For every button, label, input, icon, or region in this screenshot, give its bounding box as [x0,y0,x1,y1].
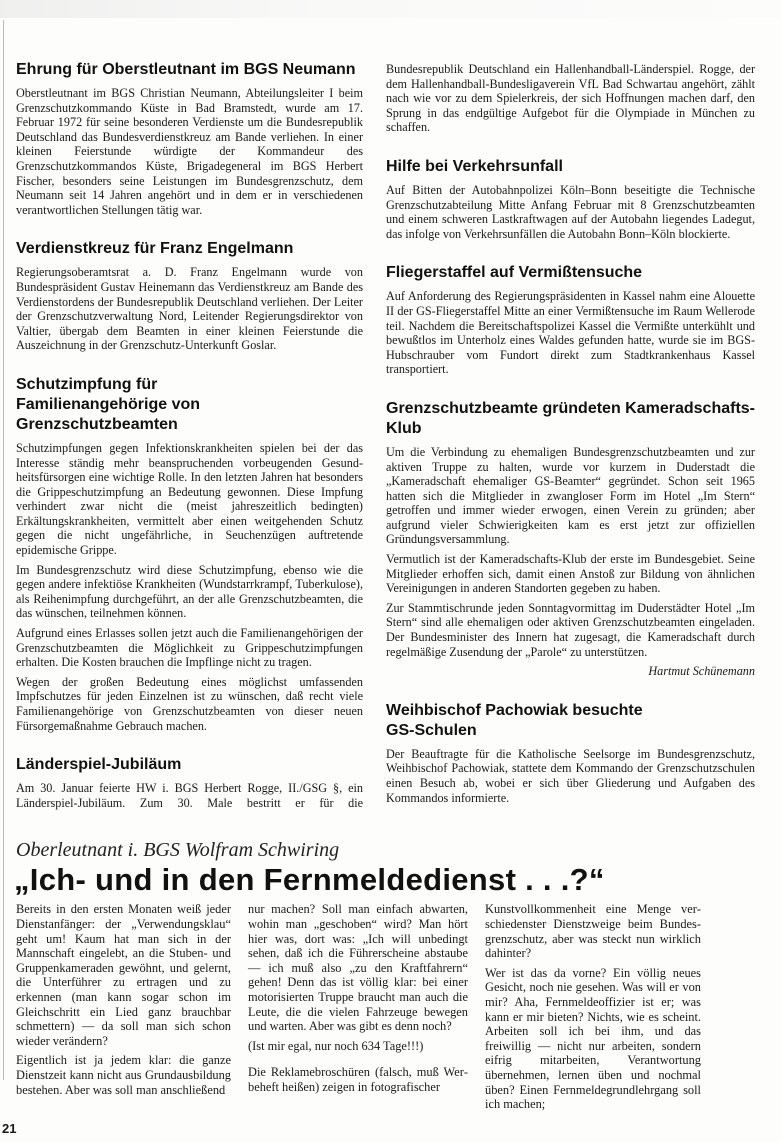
article-paragraph: Aufgrund eines Erlasses sollen jetzt auch die Familienangehörigen der Grenzschutzbeamten die Möglichkeit zu Grippeschutzimpfungen erhalten. Die Kosten brauchen die Impflinge nicht zu tragen. [16,626,363,670]
feature-byline: Oberleutnant i. BGS Wolfram Schwiring [16,839,340,862]
scan-edge-line [3,20,4,1080]
scan-noise [0,0,781,18]
article-title: Grenzschutzbeamte gründeten Kameradschafts-Klub [386,399,755,437]
article-paragraph: Um die Verbindung zu ehemaligen Bundesgrenzschutzbeamten und zur aktiven Truppe zu halten, wurde vor kurzem in Duderstadt die „Kameradschaft ehemaliger GS-Beamter“ gegründet. Schon seit 1965 hatten sich die Mitglieder in zwangloser Form im Hotel „Im Stern“ getroffen und immer wieder erwogen, einen Verein zu gründen; aber aufgrund vieler Schwierigkeiten kam es erst jetzt zur offiziellen Gründungsversammlung. [386,444,755,547]
article-paragraph: Kunstvollkommenheit eine Menge verschiedenster Dienstzweige beim Bundesgrenzschutz, aber was steckt nun wirklich dahinter? [485,902,701,961]
article-fliegerstaffel [386,263,755,377]
article-paragraph: Bereits in den ersten Monaten weiß jeder Dienstanfänger: der „Verwendungsklau“ geht um! Kaum hat man sich in der Mannschaft eingelebt, an die Stuben- und Gruppenkameraden gewöhnt, und gelernt, die Unterführer zu ertragen und zu erkennen (man kann sogar schon im Gleichschritt ein Lied ganz brauchbar schmettern) — da soll man sich schon wieder verändern? [16,902,231,1048]
feature-column-3 [485,902,701,1116]
feature-article [0,832,781,1116]
article-title: Hilfe bei Verkehrsunfall [386,157,563,175]
feature-headline: „Ich- und in den Fernmeldedienst . . .?“ [14,862,605,898]
right-column [386,60,755,827]
article-paragraph: Im Bundesgrenzschutz wird diese Schutzimpfung, ebenso wie die gegen andere infektiöse Krankheiten (Wundstarrkrampf, Tuberkulose), als Reihenimpfung durchgeführt, an der alle Grenzschutzbeamten, die das wünschen, teilnehmen können. [16,562,363,621]
author-name: Hartmut Schünemann [648,664,755,679]
article-paragraph: Regierungsoberamtsrat a. D. Franz Engelmann wurde von Bundespräsident Gustav Heinemann das Verdienstkreuz am Bande des Verdienstordens der Bundesrepublik Deutschland verliehen. Der Leiter der Grenzschutzverwaltung Nord, Leitender Regierungsdirektor von Valtier, übergab dem Beamten in einer kleinen Feierstunde die Auszeichnung in der Grenzschutz-Unterkunft Goslar. [16,265,363,353]
article-weihbischof [386,701,755,805]
article-paragraph: Zur Stammtischrunde jeden Sonntagvormittag im Duderstädter Hotel „Im Stern“ sind alle ehemaligen oder aktiven Grenzschutzbeamten eingeladen. Der Bundesminister des Innern hat zugesagt, die Kameradschaft durch regelmäßige Zusendung der „Parole“ zu unterstützen. [386,600,755,659]
feature-columns [16,902,781,1116]
article-laenderspiel-continued [386,62,755,135]
article-kameradschafts-klub [386,399,755,679]
article-paragraph: Wer ist das da vorne? Ein völlig neues Gesicht, noch nie gesehen. Was will er von mir? Aha, Fernmeldeoffizier ist er; was kann er mir bieten? Nichts, wie es scheint. Arbeiten soll ich bei ihm, und das freiwillig — nicht nur arbeiten, sondern eifrig mitarbeiten, Verantwortung übernehmen, lernen üben und nochmal üben? Einen Fernmeldegrundlehrgang soll ich machen; [485,965,701,1112]
article-title: Länderspiel-Jubiläum [16,756,182,774]
feature-column-1 [16,902,231,1102]
article-title: Ehrung für Oberstleutnant im BGS Neumann [16,61,356,78]
article-paragraph: Auf Anforderung des Regierungspräsidenten in Kassel nahm eine Alouette II der GS-Fliegerstaffel Mitte an einer Vermißtensuche im Raum Wellerode teil. Nachdem die Bereitschaftspolizei Kassel die Vermißte unterkühlt und bewußtlos im Unterholz eines Waldes gefunden hatte, wurde sie im BGS-Hubschrauber vom Fundort direkt zum Stadtkrankenhaus Kassel transportiert. [386,289,755,377]
article-ehrung [16,60,363,217]
left-column [16,60,363,832]
article-paragraph: Oberstleutnant im BGS Christian Neumann, Abteilungsleiter I beim Grenzschutzkommando Küste in Bad Bramstedt, wurde am 17. Februar 1972 für seine besonderen Verdienste um die Bundesrepublik Deutschland das Bundesverdienstkreuz am Bande verliehen. In einer kleinen Feierstunde würdigte der Kommandeur des Grenzschutzkommandos Küste, Brigadegeneral im BGS Herbert Fischer, besonders seine Leistungen im Bundesgrenzschutz, dem Neumann seit 14 Jahren angehört und in dem er in verschiedenen verantwortlichen Stellungen tätig war. [16,86,363,217]
article-paragraph: (Ist mir egal, nur noch 634 Tage!!!) [248,1038,424,1053]
article-title: Verdienstkreuz für Franz Engelmann [16,240,294,258]
article-paragraph: Eigentlich ist ja jedem klar: die ganze Dienstzeit kann nicht aus Grundausbildung bestehen. Aber was soll man anschließend [16,1053,231,1097]
article-paragraph: Am 30. Januar feierte HW i. BGS Herbert Rogge, II./GSG §, ein Länderspiel-Jubiläum. Zum 30. Male bestritt er für die [16,781,363,810]
article-paragraph: Bundesrepublik Deutschland ein Hallenhandball-Länderspiel. Rogge, der dem Hallenhandball-Bundesligaverein VfL Bad Schwartau angehört, zählt nach wie vor zu dem Spielerkreis, der sich Hoffnungen machen darf, den Sprung in das endgültige Aufgebot für die Olympiade in München zu schaffen. [386,62,755,135]
article-paragraph: Vermutlich ist der Kameradschafts-Klub der erste im Bundesgebiet. Seine Mitglieder erhoffen sich, damit einen Anstoß zur Bildung von ähnlichen Vereinigungen in anderen Standorten gegeben zu haben. [386,552,755,596]
article-verkehrsunfall [386,157,755,241]
article-paragraph: Die Reklamebroschüren (falsch, muß Werbeheft heißen) zeigen in fotografischer [248,1065,468,1094]
article-paragraph: nur machen? Soll man einfach abwarten, wohin man „geschoben“ wird? Man hört hier was, dort was: „Ich will unbedingt sehen, daß ich die Führerscheine abstaube — ich muß also „zu den Kraftfahrern“ gehen! Denn das ist völlig klar: bei einer motorisierten Truppe braucht man auch die Leute, die die vielen Fahrzeuge bewegen und warten. Aber was gibt es denn noch? [248,902,468,1034]
article-paragraph: Auf Bitten der Autobahnpolizei Köln–Bonn beseitigte die Technische Grenzschutzabteilung Mitte Anfang Februar mit 8 Grenzschutzbeamten und einem schweren Lastkraftwagen auf der Autobahn liegendes Ladegut, das infolge von Verkehrsunfällen die Autobahn Bonn–Köln blockierte. [386,182,755,241]
article-schutzimpfung [16,375,363,733]
article-laenderspiel [16,755,363,810]
article-title: Fliegerstaffel auf Vermißtensuche [386,264,643,282]
article-paragraph: Der Beauftragte für die Katholische Seelsorge im Bundesgrenzschutz, Weihbischof Pachowiak, stattete dem Kommando der Grenzschutzschulen einen Besuch ab, wobei er sich über Gliederung und Aufgaben des Kommandos informierte. [386,746,755,805]
article-paragraph: Schutzimpfungen gegen Infektionskrankheiten spielen bei der das Interesse ständig mehr beanspruchenden vorbeugenden Gesundheitsfürsorgen eine wichtige Rolle. In den letzten Jahren hat besonders die Grippeschutzimpfung an Bedeutung gewonnen. Diese Impfung verhindert zwar nicht die (meist jahreszeitlich bedingten) Erkältungskrankheiten, vermittelt aber einen weitgehenden Schutz gegen die nicht ungefährliche, in Seuchenzügen auftretende epidemische Grippe. [16,440,363,558]
article-title: Weihbischof Pachowiak besuchte GS-Schulen [386,701,643,739]
article-title: Schutzimpfung für Familienangehörige von Grenzschutzbeamten [16,375,201,433]
page-number: 21 [2,1120,17,1136]
article-paragraph: Wegen der großen Bedeutung eines möglichst umfassenden Impfschutzes für jeden Einzelnen ist zu wünschen, daß recht viele Familienangehörige von Grenzschutzbeamten von dieser neuen Fürsorgemaßnahme Gebrauch machen. [16,674,363,733]
feature-column-2 [248,902,468,1099]
article-verdienstkreuz [16,239,363,353]
